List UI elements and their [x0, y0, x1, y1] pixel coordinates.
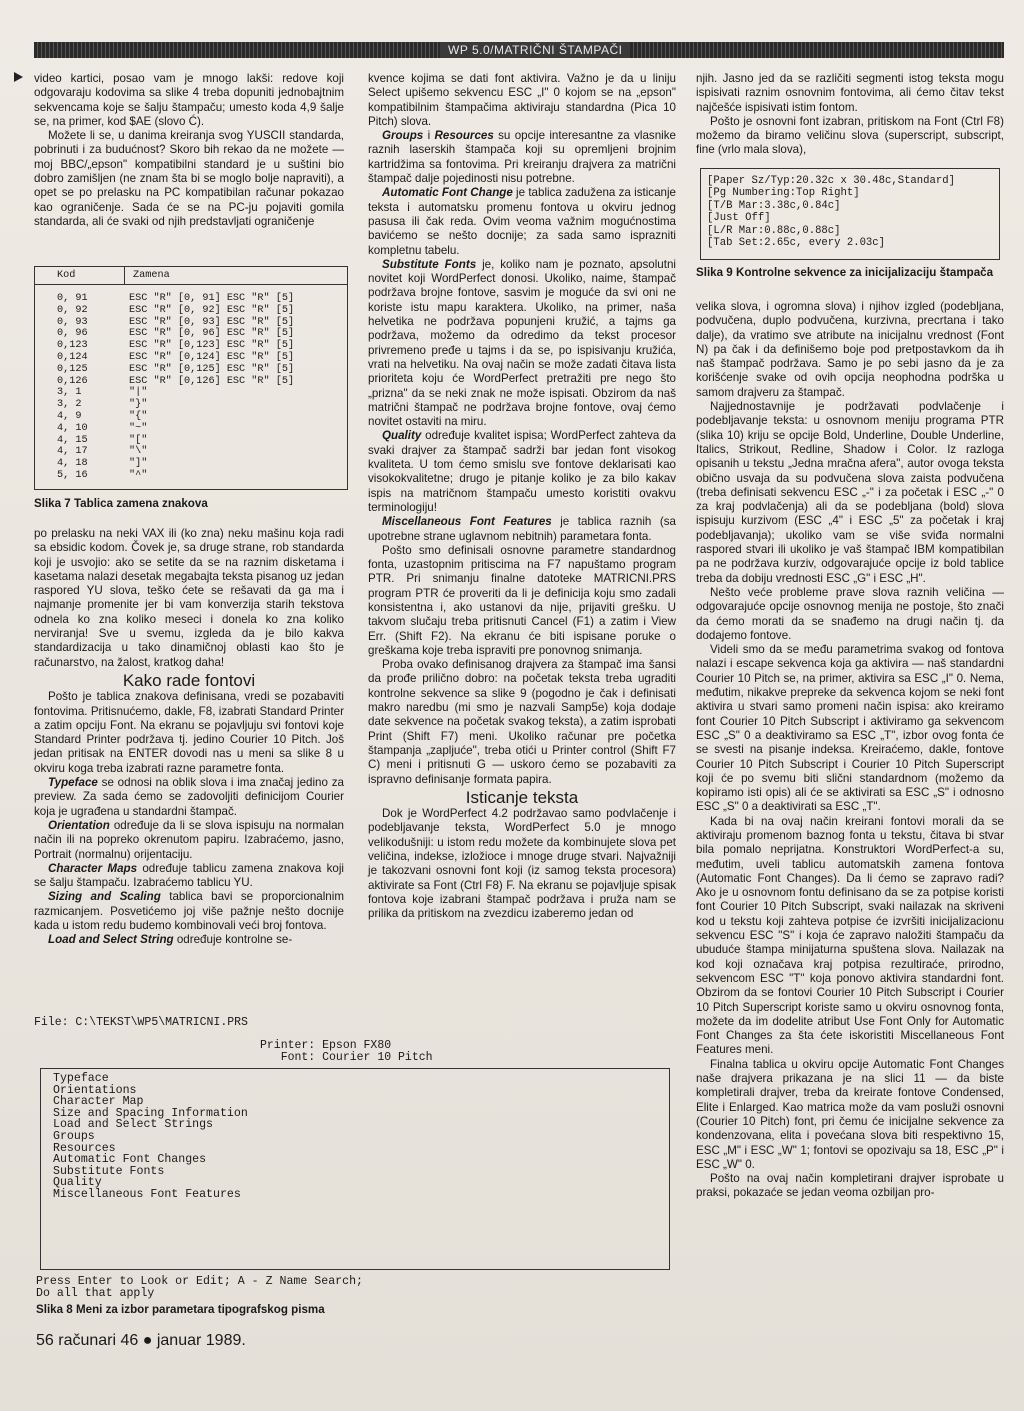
figure-9-caption: Slika 9 Kontrolne sekvence za inicijalizaciju štampača [696, 266, 994, 279]
paragraph [34, 862, 344, 891]
cell-zamena: "{" [129, 410, 148, 422]
cell-kod: 4, 9 [57, 410, 82, 422]
init-code-line: [T/B Mar:3.38c,0.84c] [707, 199, 841, 212]
keyword: Resources [434, 129, 494, 143]
table-body [35, 285, 347, 482]
keyword: Substitute Fonts [382, 257, 477, 271]
cell-kod: 0, 96 [57, 328, 88, 340]
keyword: Miscellaneous Font Features [382, 515, 552, 529]
table-row [35, 352, 347, 364]
cell-kod: 0, 92 [57, 304, 88, 316]
menu-prompt [36, 1276, 363, 1300]
keyword: Character Maps [48, 861, 138, 875]
paragraph-text: je tablica raznih (sa upotrebne strane uglavnom nebitnih) parametara fonta. [368, 515, 676, 543]
column-header-kod: Kod [35, 267, 125, 284]
table-row [35, 328, 347, 340]
font-menu-list [41, 1069, 669, 1201]
paragraph-text: su opcije interesantne za vlasnike raznih laserskih štampača koji su opremljeni brojnim kartridžima sa fontovima. Pri kreiranju drajvera za matrični štampač dalje pojedinosti nisu potrebne. [368, 129, 676, 186]
paragraph: Pošto smo definisali osnovne parametre standardnog fonta, uzastopnim pritiscima na F7 napuštamo program PTR. Pri snimanju finalne datoteke MATRICNI.PRS program PTR će proveriti da li je definicija koju smo zadali konsistentna i, ako ustanovi da nije, prijaviti grešku. U takvom slučaju treba pritisnuti Cancel (F1) a zatim i View Err. (Shift F2). Na ekranu će biti ispisane poruke o greškama koje treba ispraviti pre ponovnog snimanja. [368, 543, 676, 657]
paragraph-text: određuje kontrolne se- [173, 933, 293, 947]
keyword: Quality [382, 429, 422, 443]
table-row [35, 399, 347, 411]
cell-zamena: ESC "R" [0,124] ESC "R" [5] [129, 351, 295, 363]
table-row [35, 305, 347, 317]
cell-kod: 4, 18 [57, 458, 88, 470]
cell-kod: 0, 91 [57, 293, 88, 304]
cell-zamena: "|" [129, 387, 148, 399]
cell-kod: 4, 10 [57, 422, 88, 434]
table-row [35, 387, 347, 399]
paragraph: Pošto na ovaj način kompletirani drajver isprobate u praksi, pokazaće se jedan veoma ozbiljan pro- [696, 1172, 1004, 1200]
paragraph [368, 258, 676, 430]
paragraph [368, 429, 676, 515]
file-path: File: C:\TEKST\WP5\MATRICNI.PRS [34, 1016, 248, 1029]
table-row [35, 423, 347, 435]
substitution-table [34, 266, 348, 490]
paragraph [34, 819, 344, 862]
column-1-continued [34, 527, 344, 948]
paragraph [34, 890, 344, 933]
table-row [35, 435, 347, 447]
paragraph-text: određuje tablicu zamena znakova koji se šalju štampaču. Izabraćemo tablicu YU. [34, 861, 344, 890]
menu-item[interactable]: Groups [53, 1129, 95, 1143]
paragraph [34, 776, 344, 819]
init-code-line: [Pg Numbering:Top Right] [707, 187, 860, 200]
paragraph: Najjednostavnije je podržavati podvlačenje i podebljavanje teksta: u osnovnom meniju programa PTR (slika 10) kriju se opcije Bold, Underline, Double Underline, Italics, Strikout, Redline, Shadow i Color. Iz razloga opisanih u tekstu „Jedna mračna afera", autor ovoga teksta obično usvaja da su podvučena slova zaista podvučena (treba definisati sekvencu ESC „-" i za početak i ESC „-" 0 za kraj podvlačenja) ali da se podebljana (bold) slova ispisuju kurzivom (ESC „4" i ESC „5" za početak i kraj podebljavanja); ukoliko vam se više sviđa normalni raspored stvari ili ukoliko je vaš štampač IBM kompatibilan pa ne podržava kurziv, odgovarajuće opcije iz bold tablice treba da dobiju vrednosti ESC „G" i ESC „H". [696, 400, 1004, 585]
printer-info: Printer: Epson FX80 Font: Courier 10 Pitch [260, 1039, 433, 1064]
column-3-continued [696, 300, 1004, 1201]
keyword: Sizing and Scaling [48, 890, 161, 904]
arrow-icon [14, 72, 23, 82]
cell-zamena: ESC "R" [0, 92] ESC "R" [5] [129, 304, 295, 316]
table-row [35, 458, 347, 470]
paragraph: Proba ovako definisanog drajvera za štampač ima šansi da prođe prilično dobro: na početak teksta treba ugraditi kontrolne sekvence sa slike 9 (pogodno je čak i definisati makro naredbu (mi smo je nazvali Samp5e) koja dodaje date sekvence na početak svakog teksta), a zatim isprobati Print (Shift F7) meni. Ukoliko računar pre početka štampanja „zapljuće", treba otići u Printer control (Shift F7 C) meni i pritisnuti G — uskoro ćemo se pozabaviti za ispravno definisanje formata papira. [368, 658, 676, 786]
menu-item[interactable]: Quality [53, 1176, 102, 1190]
keyword: Groups [382, 129, 424, 143]
paragraph-text: je tablica zadužena za isticanje teksta i automatsku promenu fontova u okviru jednog pasusa ili čak reda. Ovim veoma važnim mogućnostima bavićemo se nešto docnije; za sada samo isprazniti kompletnu tabelu. [368, 186, 677, 257]
paragraph: Pošto je osnovni font izabran, pritiskom na Font (Ctrl F8) možemo da biramo veličinu slova (superscript, subscript, fine (vrlo mala slova), [696, 114, 1004, 157]
init-code-line: [L/R Mar:0.88c,0.88c] [707, 224, 841, 237]
table-row [35, 364, 347, 376]
section-heading: Isticanje teksta [465, 787, 579, 807]
menu-item[interactable]: Automatic Font Changes [53, 1153, 207, 1167]
table-row [35, 317, 347, 329]
paragraph [368, 186, 676, 257]
cell-zamena: "}" [129, 399, 148, 411]
cell-zamena: "~" [129, 422, 148, 434]
cell-kod: 3, 2 [57, 399, 82, 411]
cell-zamena: "^" [129, 469, 148, 481]
cell-kod: 0,125 [57, 363, 88, 375]
figure-8-caption: Slika 8 Meni za izbor parametara tipografskog pisma [36, 1303, 325, 1316]
paragraph [368, 515, 676, 544]
keyword: Load and Select String [48, 933, 174, 947]
cell-kod: 0,126 [57, 375, 88, 387]
figure-7-caption: Slika 7 Tablica zamena znakova [34, 497, 208, 510]
menu-item[interactable]: Resources [53, 1141, 116, 1155]
paragraph: Nešto veće probleme prave slova raznih veličina — odgovarajuće opcije osnovnog menija ne postoje, što znači da ćemo morati da se snađemo na drugi način tj. da dodajemo fontove. [696, 585, 1004, 642]
cell-zamena: ESC "R" [0,123] ESC "R" [5] [129, 340, 295, 352]
paragraph: video kartici, posao vam je mnogo lakši: redove koji odgovaraju kodovima sa slike 4 treba dopuniti jednobajtnim sekvencama koje se šalju štampaču; umesto koda 4,9 šalje se, na primer, kod $AE (slovo Ć). [34, 72, 344, 128]
paragraph [368, 129, 676, 186]
cell-zamena: ESC "R" [0,126] ESC "R" [5] [129, 375, 295, 387]
paragraph [34, 933, 344, 947]
table-header [35, 267, 347, 285]
cell-zamena: ESC "R" [0, 93] ESC "R" [5] [129, 316, 295, 328]
cell-zamena: "]" [129, 458, 148, 470]
cell-kod: 4, 17 [57, 446, 88, 458]
paragraph: po prelasku na neki VAX ili (ko zna) neku mašinu koja radi sa ebsidic kodom. Čovek je, sa druge strane, rob standarda koji je usvojio: ako se setite da se na raznim disketama i kasetama nalazi desetak megabajta teksta pisanog uz jedan raspored YU slova, teško ćete se rešavati da ga ma i najmanje promenite jer bi vam konverzija starih tekstova odnela ko zna koliko meseci i donela ko zna koliko nerviranja! Sve u svemu, izgleda da je bilo kakva standardizacija u tako dinamičnoj oblasti kao što je računarstvo, na žalost, kratkog daha! [34, 527, 345, 669]
column-header-zamena: Zamena [133, 270, 170, 281]
init-code-line: [Tab Set:2.65c, every 2.03c] [707, 237, 886, 250]
table-row [35, 340, 347, 352]
paragraph: Možete li se, u danima kreiranja svog YUSCII standarda, pobrinuti i za budućnost? Skoro bih rekao da ne možete — moj BBC/„epson" kompatibilni standard je u suštini bio dobro zamišljen (ne znam šta bi se moglo bolje napraviti), a opet se po prelasku na PC kompatibilan računar pokazao kao ograničenje. Sada će se na PC-ju pojaviti gomila standarda, ali će svaki od njih predstavljati ograničenje [34, 129, 344, 228]
paragraph: Videli smo da se među parametrima svakog od fontova nalazi i escape sekvenca koja ga aktivira — naš standardni Courier 10 Pitch se, na primer, aktivira sa ESC „I" 0. Nema, međutim, nikakve prepreke da sekvenca kojom se neki font aktivira u stvari samo promeni način ispisa: ako kreiramo font Courier 10 Pitch Subscript i aktiviramo ga sekvencom ESC „S" 0 a deaktiviramo sa ESC „T", izbor ovog fonta će se svesti na pisanje indeksa. Kreiraćemo, dakle, fontove Courier 10 Pitch Subscript i Courier 10 Pitch Superscript koji će po svemu biti slični standardnom (možemo da kopiramo isti opis) ali će se aktivirati sa ESC „S" i odnosno ESC „S" 0 a deaktivirati sa ESC „T". [696, 643, 1004, 814]
menu-item[interactable]: Orientations [53, 1083, 137, 1097]
column-2 [368, 72, 676, 922]
cell-zamena: "[" [129, 434, 148, 446]
paragraph-text: se odnosi na oblik slova i ima značaj jedino za preview. Za sada ćemo se zadovoljiti definicijom Courier koja je ugrađena u standardni štampač. [34, 776, 344, 818]
cell-zamena: ESC "R" [0, 91] ESC "R" [5] [129, 293, 295, 304]
table-row [35, 376, 347, 388]
paragraph: Pošto je tablica znakova definisana, vredi se pozabaviti fontovima. Pritisnućemo, dakle, F8, izabrati Standard Printer a zatim opciju Font. Na ekranu se pojavljuju svi fontovi koje Standard Printer podržava tj. jedino Courier 10 Pitch. Još jedan pritisak na ENTER dovodi nas u meni sa slike 8 u okviru koga treba izabrati razne parametre fonta. [34, 690, 344, 775]
column-1 [34, 72, 344, 229]
keyword: Typeface [48, 776, 98, 790]
paragraph: njih. Jasno jed da se različiti segmenti istog teksta mogu ispisivati raznim osnovnim fontovima, ali ćemo čitav tekst najčešće ispisivati istim fontom. [696, 72, 1004, 114]
menu-item[interactable]: Substitute Fonts [53, 1164, 165, 1178]
table-row [35, 470, 347, 482]
table-row [35, 446, 347, 458]
cell-kod: 5, 16 [57, 469, 88, 481]
column-3 [696, 72, 1004, 158]
menu-item[interactable]: Load and Select Strings [53, 1118, 214, 1132]
menu-item[interactable]: Miscellaneous Font Features [53, 1187, 241, 1201]
paragraph: velika slova, i ogromna slova) i njihov izgled (podebljana, podvučena, duplo podvučena, kurzivna, precrtana i tako dalje), da vratimo sve atribute na inicijalnu vrednost (Font N) pa čak i da definišemo boje pod pretpostavkom da ih naš štampač podržava. Samo je po sebi jasno da je za korišćenje svake od ovih opcija neophodna podrška u samom drajveru za štampač. [696, 300, 1004, 399]
keyword: Orientation [48, 818, 110, 832]
paragraph-text: je, koliko nam je poznato, apsolutni novitet koji WordPerfect donosi. Ukoliko, naime, štampač podržava brojne fontove, sasvim je moguće da svi oni ne koriste istu mapu karaktera. Ukoliko, na primer, naša helvetika ne podržava popunjeni kružić, a tajms ga podržava, možemo da odredimo da tekst procesor privremeno pređe u tajms i da se, po ispisivanju kružića, vrati na helvetiku. Na ovaj način se može zadati čitava lista prioriteta koju će WordPerfect pretražiti pre nego što „prizna" da se neki znak ne može ispisati. Obzirom da naš matrični štampač ne podržava brojne fontove, ovaj ćemo novitet ostaviti na miru. [368, 257, 676, 429]
init-code-line: [Just Off] [707, 212, 771, 225]
section-heading: Kako rade fontovi [122, 670, 256, 690]
menu-item[interactable]: Character Map [53, 1095, 144, 1109]
header-title: WP 5.0/MATRIČNI ŠTAMPAČI [440, 42, 630, 58]
cell-kod: 4, 15 [57, 434, 88, 446]
prompt-line-2: Do all that apply [36, 1287, 155, 1300]
table-row [35, 411, 347, 423]
init-sequence-box [700, 168, 1000, 260]
init-code-line: [Paper Sz/Typ:20.32c x 30.48c,Standard] [707, 175, 955, 187]
cell-kod: 3, 1 [57, 387, 82, 399]
menu-item[interactable]: Size and Spacing Information [53, 1106, 248, 1120]
cell-kod: 0,124 [57, 351, 88, 363]
prompt-line-1: Press Enter to Look or Edit; A - Z Name Search; [36, 1275, 363, 1288]
paragraph: Dok je WordPerfect 4.2 podržavao samo podvlačenje i podebljavanje teksta, WordPerfect 5.0 je mnogo velikodušniji: u istom redu možete da kombinujete slova pet veličina, indekse, izložioce i mnoge druge stvari. Najvažniji je takozvani osnovni font koji (iz samog teksta procesora) aktivirate sa Font (Ctrl F8) F. Na ekranu se pojavljuje spisak fontova koje izabrani štampač podržava i pruža nam se prilika da pritiskom na zvezdicu izaberemo jedan od [368, 807, 676, 921]
keyword: Automatic Font Change [382, 186, 513, 200]
paragraph: Finalna tablica u okviru opcije Automatic Font Changes naše drajvera prikazana je na slici 11 — da biste kompletirali drajver, treba da kreirate fontove Condensed, Elite i Enlarged. Kao matrica može da vam posluži osnovni (Courier 10 Pitch) font, pri čemu će inicijalne sekvence za kondenzovana, elita i povećana slova biti respektivno 15, ESC „M" i ESC „W" 1; fontovi se opozivaju sa 18, ESC „P" i ESC „W" 0. [696, 1057, 1004, 1171]
page-footer: 56 računari 46 ● januar 1989. [36, 1332, 246, 1349]
cell-kod: 0,123 [57, 340, 88, 352]
paragraph-text: tablica bavi se proporcionalnim razmicanjem. Posvetićemo joj više pažnje nešto docnije kada u istom redu budemo kombinovali veći broj fontova. [34, 890, 344, 933]
cell-zamena: "\" [129, 446, 148, 458]
paragraph: Kada bi na ovaj način kreirani fontovi morali da se aktiviraju promenom baznog fonta u tekstu, čitava bi stvar bila pomalo neprijatna. Konstruktori WordPerfect-a su, međutim, uveli tablicu automatskih zamena fontova (Automatic Font Changes). Da li ćemo se zapravo radi? Ako je u osnovnom fontu definisano da se za potpise koristi font Courier 10 Pitch Subscript, svaki nailazak na skriveni kod u tekstu koji zahteva potpise će izvršiti inicijalizacionu sekvencu ESC "S" i koja će zapravo naložiti štampaču da ubuduće štampa minijaturna spuštena slova. Nailazak na kod koji označava kraj potpisa rezultiraće, prirodno, sekvencom ESC "T" koja ponovo aktivira standardni font. Obzirom da se fontovi Courier 10 Pitch Subscript i Courier 10 Pitch Superscript koriste samo u okviru osnovnog fonta, možete da im dodelite atribut Use Font Only for Automatic Font Changes za šta ćete iskoristiti Miscellaneous Font Features meni. [696, 814, 1004, 1057]
paragraph-text: i [423, 129, 435, 143]
table-row [35, 293, 347, 305]
paragraph-text: određuje da li se slova ispisuju na normalan način ili na popreko okrenutom papiru. Izabraćemo, jasno, Portrait (normalnu) orijentaciju. [34, 818, 344, 861]
cell-kod: 0, 93 [57, 316, 88, 328]
menu-item[interactable]: Typeface [53, 1072, 109, 1085]
font-menu-box [40, 1068, 670, 1270]
cell-zamena: ESC "R" [0, 96] ESC "R" [5] [129, 328, 295, 340]
paragraph-text: određuje kvalitet ispisa; WordPerfect zahteva da svaki drajver za štampač sadrži bar jedan font visokog kvaliteta. U tom ćemo smislu sve fontove deklarisati kao visokokvalitetne; drugo je pitanje koliko je za bilo kakav ispis na matričnom štampaču umesto koristiti ovakvu terminologiju! [368, 429, 676, 514]
paragraph: kvence kojima se dati font aktivira. Važno je da u liniju Select upišemo sekvencu ESC „I" 0 kojom se na „epson" kompatibilnim štampačima aktiviraju standardna (Pica 10 Pitch) slova. [368, 72, 676, 128]
cell-zamena: ESC "R" [0,125] ESC "R" [5] [129, 363, 295, 375]
